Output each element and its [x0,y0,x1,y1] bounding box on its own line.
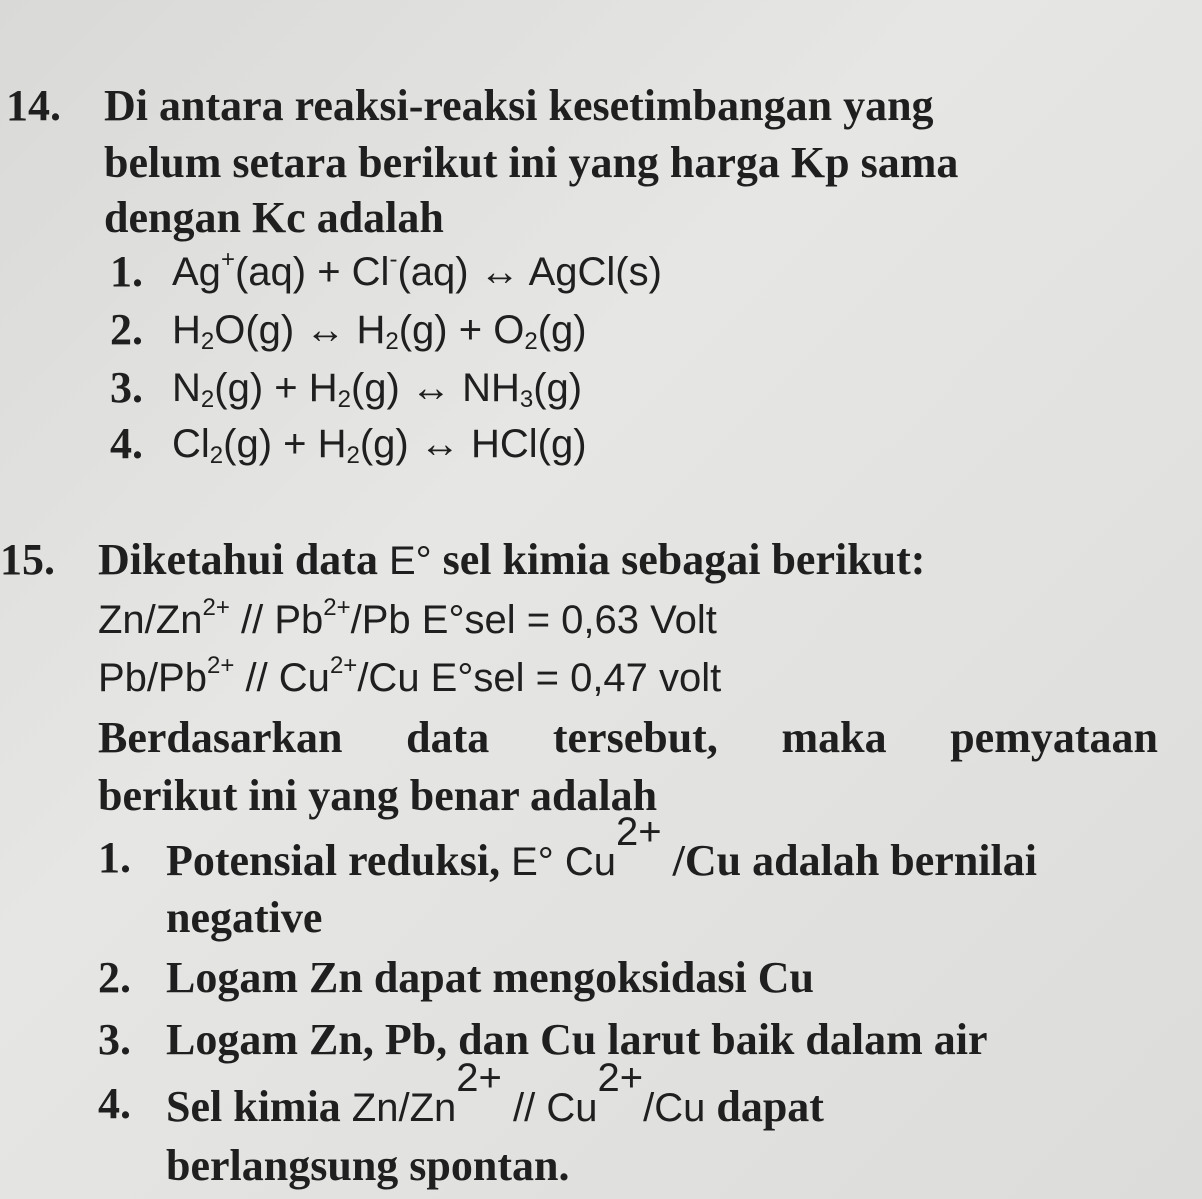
q15-statement-1-continuation: negative [166,893,323,942]
q15-statement-2-number: 2. [98,953,131,1002]
q14-option-4-equation: $Cl_2(g) + H_2(g)$ ↔ HCl(g) [172,422,587,469]
q15-paragraph-line-2: berikut ini yang benar adalah [98,771,658,820]
q14-option-2-number: 2. [110,305,143,354]
q14-option-2-equation: $H_2O(g)$ ↔ $H_2(g) + O_2(g)$ [172,308,587,355]
q14-option-1-equation: Ag+(aq) + Cl-(aq) ↔ AgCl(s) [172,246,662,294]
q14-option-4-number: 4. [110,419,143,468]
q14-line-1: Di antara reaksi-reaksi kesetimbangan yang [104,81,934,130]
q14-option-3-equation: $N_2(g) + H_2(g)$ ↔ $NH_3(g)$ [172,366,583,413]
q15-statement-3: Logam Zn, Pb, dan Cu larut baik dalam air [166,1015,988,1064]
q15-statement-1: Potensial reduksi, E° $Cu^{2+}$ /Cu adalah bernilai [166,810,1037,885]
q15-intro: Diketahui data E° sel kimia sebagai berikut: [98,535,926,584]
q14-option-3-number: 3. [110,363,143,412]
q15-paragraph-line-1: Berdasarkan data tersebut, maka pemyataan [98,713,1158,762]
q15-statement-3-number: 3. [98,1015,131,1064]
q15-data-pb-cu: $Pb/Pb^{2+} // Cu^{2+}/Cu$ E°sel = 0,47 volt [98,652,722,700]
q15-data-zn-pb: $Zn/Zn^{2+} // Pb^{2+}/Pb$ E°sel = 0,63 Volt [98,594,717,642]
question-14-number: 14. [6,81,61,130]
q15-statement-4-continuation: berlangsung spontan. [166,1141,570,1190]
q15-statement-2: Logam Zn dapat mengoksidasi Cu [166,953,814,1002]
q15-statement-4-number: 4. [98,1079,131,1128]
q14-line-3: dengan Kc adalah [104,193,444,242]
q14-option-1-number: 1. [110,247,143,296]
q15-statement-1-number: 1. [98,833,131,882]
q14-line-2: belum setara berikut ini yang harga Kp sama [104,138,959,187]
q15-statement-4: Sel kimia $Zn/Zn^{2+} // Cu^{2+}/Cu$ dapat [166,1056,824,1131]
question-15-number: 15. [0,535,55,584]
